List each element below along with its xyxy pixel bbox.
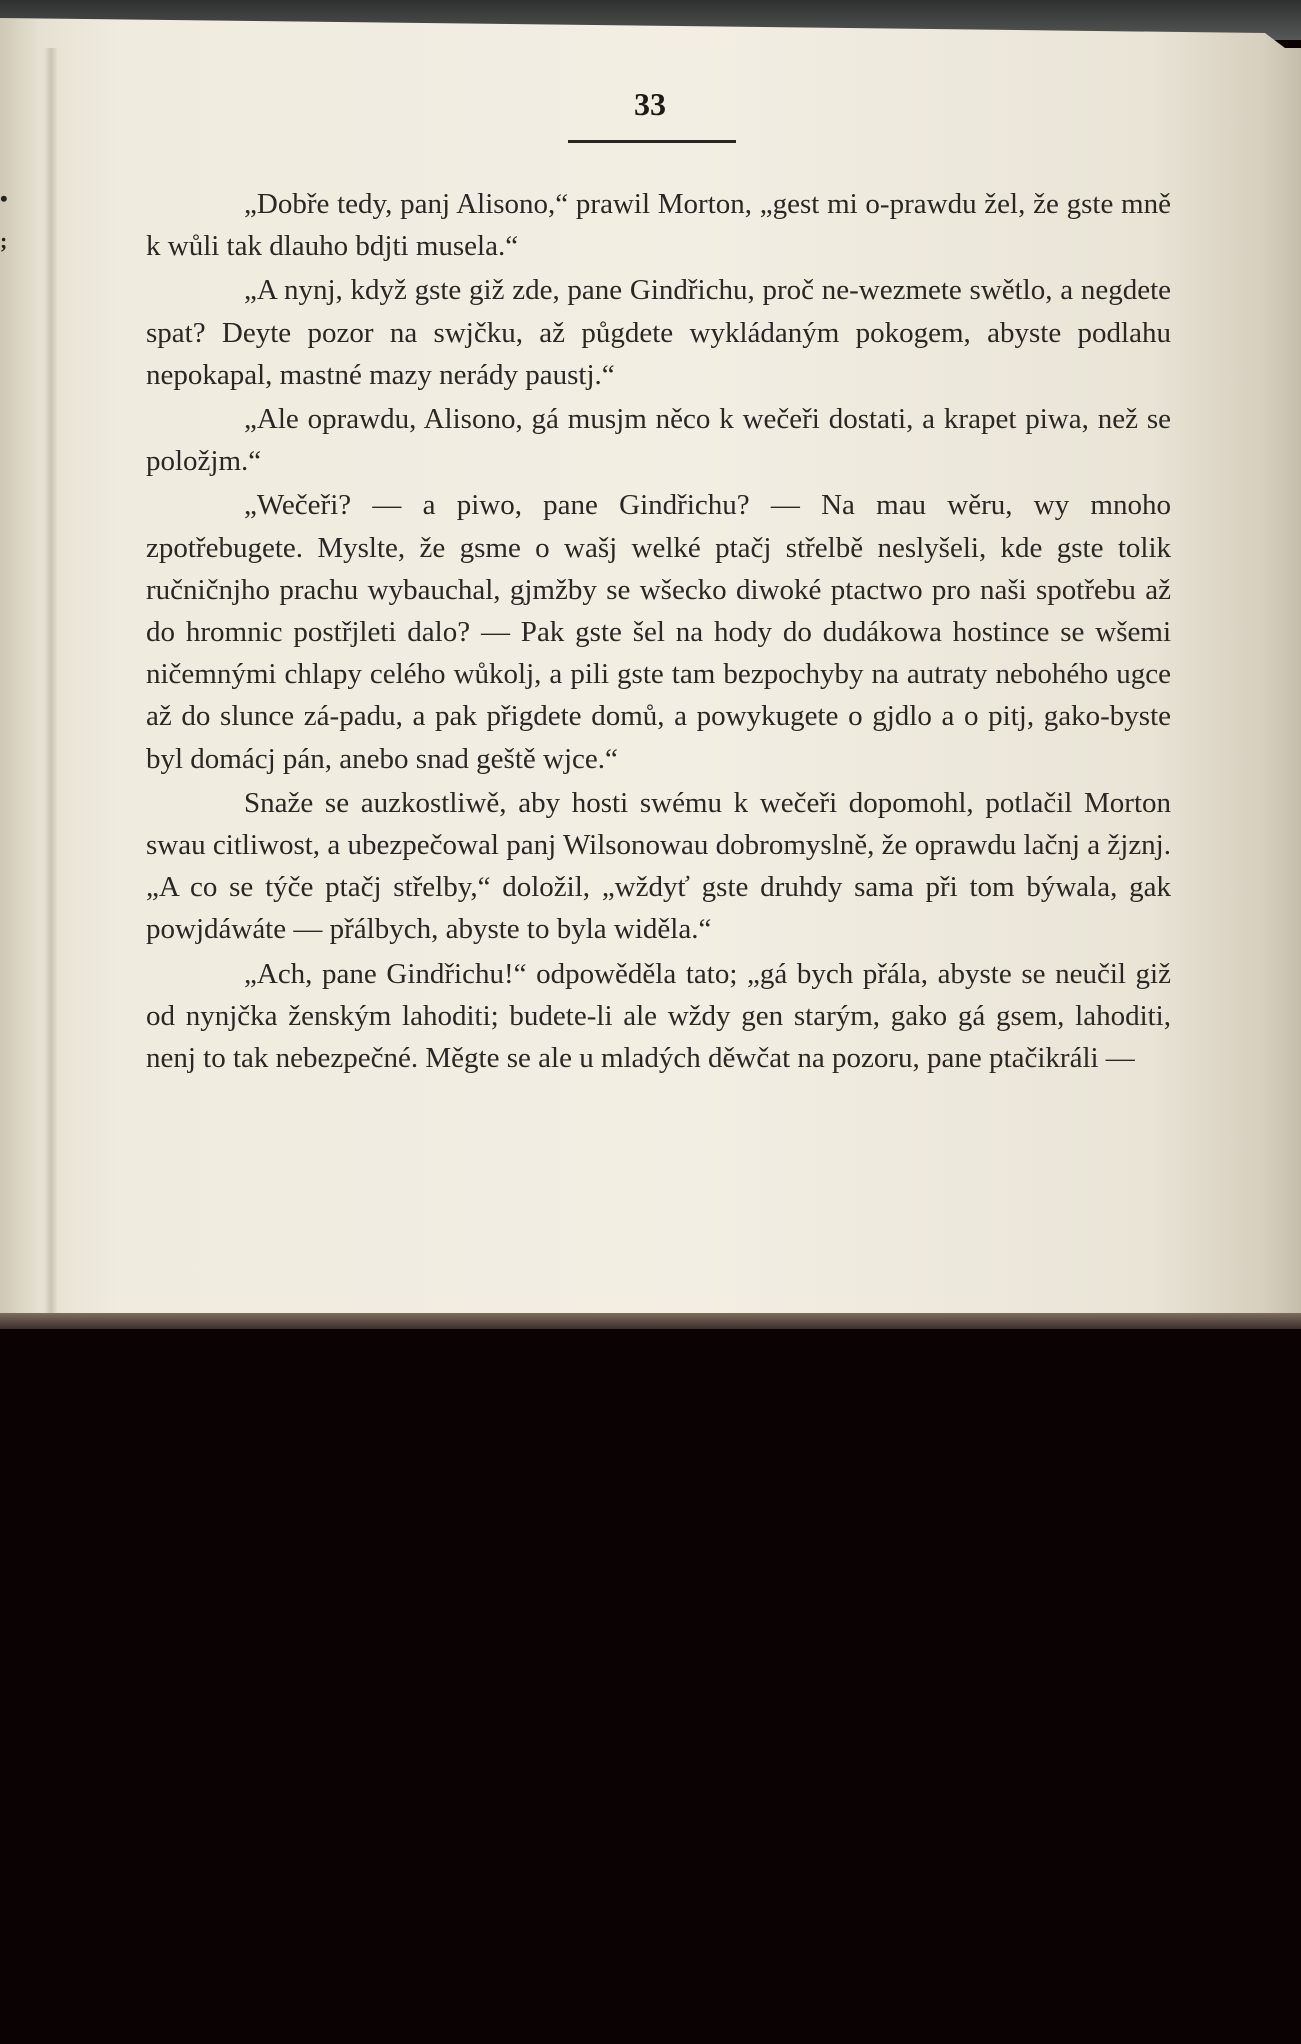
margin-mark: • (0, 186, 8, 211)
paragraph: „Wečeři? — a piwo, pane Gindřichu? — Na mau wěru, wy mnoho zpotřebugete. Myslte, že gsme o wašj welké ptačj střelbě neslyšeli, kde gste tolik ručničnjho prachu wybauchal, gjmžby se wšecko diwoké ptactwo pro naši spotřebu až do hromnic postřjleti dalo? — Pak gste šel na hody do dudákowa hostince se wšemi ničemnými chlapy celého wůkolj, a pili gste tam bezpochyby na autraty nebohého ugce až do slunce zá-padu, a pak přigdete domů, a powykugete o gjdlo a o pitj, gako-byste byl domácj pán, anebo snad geště wjce.“ (146, 489, 1171, 775)
page-bottom-edge (0, 1313, 1301, 1329)
paragraph: „Ach, pane Gindřichu!“ odpowěděla tato; „gá bych přála, abyste se neučil giž od nynjčka ženským lahoditi; budete-li ale wždy gen starým, gako gá gsem, lahoditi, nenj to tak nebezpečné. Měgte se ale u mladých děwčat na pozoru, pane ptačikráli — (146, 957, 1171, 1075)
header-rule (568, 140, 736, 143)
paragraph: „Ale oprawdu, Alisono, gá musjm něco k wečeři dostati, a krapet piwa, než se položjm.“ (146, 403, 1171, 478)
margin-mark: ; (0, 228, 8, 253)
paragraph: „A nynj, když gste giž zde, pane Gindřichu, proč ne-wezmete swětlo, a negdete spat? Deyte pozor na swjčku, až půgdete wykládaným pokogem, abyste podlahu nepokapal, mastné mazy nerády paustj.“ (146, 274, 1171, 391)
paragraph: „Dobře tedy, panj Alisono,“ prawil Morton, „gest mi o-prawdu žel, že gste mně k wůli tak dlauho bdjti musela.“ (146, 188, 1171, 263)
body-text (146, 183, 1171, 1081)
page-number: 33 (634, 86, 666, 122)
page-binding-shadow (44, 48, 58, 1328)
paragraph: Snaže se auzkostliwě, aby hosti swému k wečeři dopomohl, potlačil Morton swau citliwost, a ubezpečowal panj Wilsonowau dobromyslně, že oprawdu lačnj a žjznj. „A co se týče ptačj střelby,“ doložil, „wždyť gste druhdy sama při tom býwala, gak powjdáwáte — přálbych, abyste to byla widěla.“ (146, 786, 1171, 946)
